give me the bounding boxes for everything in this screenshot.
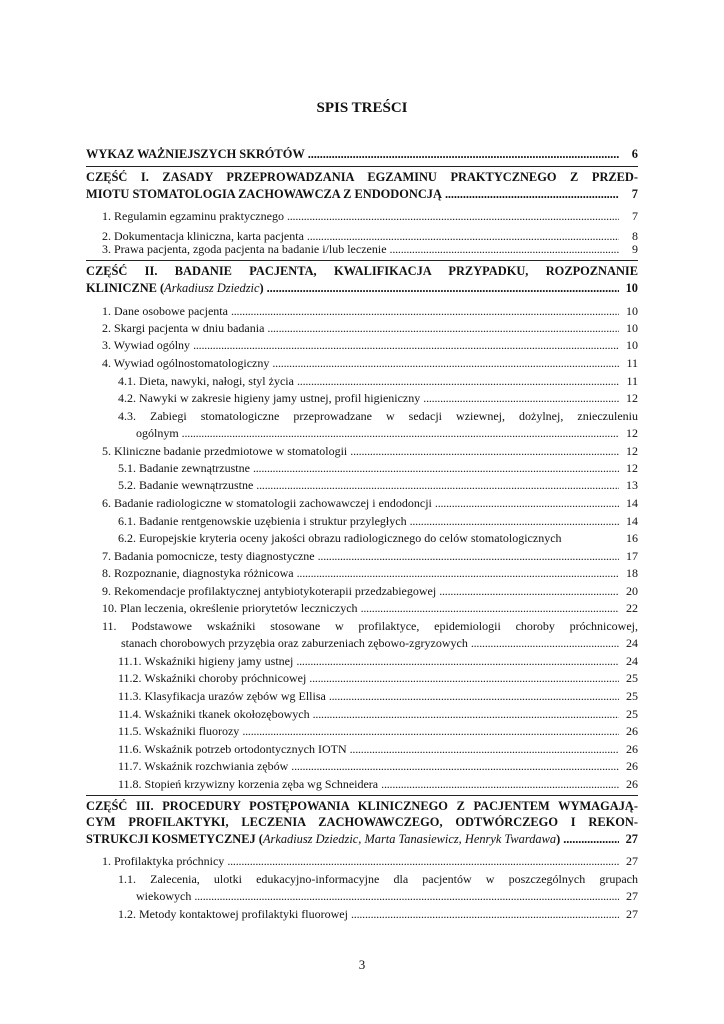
toc-leader — [350, 742, 619, 756]
toc-leader — [267, 281, 619, 295]
toc-page: 14 — [626, 514, 638, 528]
toc-entry-wykaz[interactable] — [86, 147, 638, 161]
toc-leader — [318, 549, 619, 563]
toc-page: 25 — [626, 689, 638, 703]
heading-text: STRUKCJI KOSMETYCZNEJ ( — [86, 832, 263, 846]
toc-leader — [309, 671, 619, 685]
toc-page: 25 — [626, 671, 638, 685]
toc-label: 3. Prawa pacjenta, zgoda pacjenta na badanie i/lub leczenie — [102, 242, 387, 256]
section-heading-cz3[interactable]: CZĘŚĆ III. PROCEDURY POSTĘPOWANIA KLINICZNEGO Z PACJENTEM WYMAGAJĄ- — [86, 799, 638, 813]
toc-page: 16 — [626, 531, 638, 545]
toc-entry-cz1[interactable] — [86, 187, 638, 201]
toc-leader — [313, 707, 619, 721]
toc-label: 4.1. Dieta, nawyki, nałogi, styl życia — [118, 374, 294, 388]
toc-entry[interactable]: 1.1. Zalecenia, ulotki edukacyjno-informacyjne dla pacjentów w poszczególnych grupach — [118, 872, 638, 886]
toc-page: 9 — [632, 242, 638, 256]
toc-page: 12 — [626, 461, 638, 475]
toc-page: 26 — [626, 777, 638, 791]
toc-page: 12 — [626, 391, 638, 405]
toc-entry[interactable] — [102, 601, 638, 615]
toc-entry[interactable] — [102, 304, 638, 318]
toc-entry[interactable] — [118, 707, 638, 721]
author-names: Arkadiusz Dziedzic — [164, 281, 260, 295]
toc-label: stanach chorobowych przyzębia oraz zaburzeniach zębowo-zgryzowych — [121, 636, 468, 650]
toc-entry[interactable] — [118, 777, 638, 791]
toc-leader — [410, 514, 619, 528]
toc-entry-continued[interactable] — [136, 426, 638, 440]
toc-label: 5.2. Badanie wewnątrzustne — [118, 478, 254, 492]
toc-page: 26 — [626, 724, 638, 738]
toc-page: 25 — [626, 707, 638, 721]
toc-page: 18 — [626, 566, 638, 580]
toc-page: 27 — [626, 854, 638, 868]
toc-label: 11.7. Wskaźnik rozchwiania zębów — [118, 759, 289, 773]
toc-label: 9. Rekomendacje profilaktycznej antybiotykoterapii przedzabiegowej — [102, 584, 437, 598]
toc-entry[interactable] — [118, 724, 638, 738]
toc-page: 12 — [626, 426, 638, 440]
toc-entry[interactable] — [118, 742, 638, 756]
toc-entry[interactable] — [102, 854, 638, 868]
toc-leader — [423, 391, 619, 405]
toc-leader — [242, 724, 619, 738]
toc-entry[interactable] — [102, 444, 638, 458]
toc-label: 11.2. Wskaźniki choroby próchnicowej — [118, 671, 307, 685]
toc-page: 6 — [631, 147, 638, 161]
toc-entry[interactable]: 11. Podstawowe wskaźniki stosowane w profilaktyce, epidemiologii choroby próchnicowej, — [102, 619, 638, 633]
toc-label: 6. Badanie radiologiczne w stomatologii zachowawczej i endodoncji — [102, 496, 432, 510]
toc-page: 27 — [626, 889, 638, 903]
toc-label: 4. Wywiad ogólnostomatologiczny — [102, 356, 270, 370]
toc-page: 26 — [626, 759, 638, 773]
toc-entry[interactable] — [102, 229, 638, 243]
toc-leader — [297, 566, 619, 580]
toc-leader — [435, 496, 619, 510]
toc-leader — [350, 444, 619, 458]
toc-entry[interactable] — [102, 549, 638, 563]
toc-entry[interactable] — [118, 671, 638, 685]
toc-leader — [307, 229, 619, 243]
toc-entry[interactable] — [118, 391, 638, 405]
toc-entry[interactable] — [118, 689, 638, 703]
page-number: 3 — [358, 957, 366, 972]
toc-entry-continued[interactable] — [121, 636, 638, 650]
toc-label: 1. Regulamin egzaminu praktycznego — [102, 209, 284, 223]
toc-leader — [439, 584, 619, 598]
toc-label — [86, 832, 560, 846]
toc-page: 20 — [626, 584, 638, 598]
toc-entry-cz3[interactable] — [86, 832, 638, 846]
toc-page: 12 — [626, 444, 638, 458]
toc-page: 7 — [631, 187, 638, 201]
toc-label: 6.2. Europejskie kryteria oceny jakości obrazu radiologicznego do celów stomatologicznych — [118, 531, 562, 545]
section-heading-cz2[interactable]: CZĘŚĆ II. BADANIE PACJENTA, KWALIFIKACJA PRZYPADKU, ROZPOZNANIE — [86, 264, 638, 278]
toc-label: 11.8. Stopień krzywizny korzenia zęba wg Schneidera — [118, 777, 379, 791]
toc-leader — [390, 242, 619, 256]
section-heading-cz1[interactable]: CZĘŚĆ I. ZASADY PRZEPROWADZANIA EGZAMINU PRAKTYCZNEGO Z PRZED- — [86, 170, 638, 184]
toc-entry[interactable] — [102, 338, 638, 352]
toc-entry[interactable] — [102, 209, 638, 223]
toc-label: 1. Dane osobowe pacjenta — [102, 304, 228, 318]
toc-page: 14 — [626, 496, 638, 510]
toc-page: 7 — [632, 209, 638, 223]
toc-page: 27 — [625, 832, 638, 846]
toc-label: 11.4. Wskaźniki tkanek okołozębowych — [118, 707, 310, 721]
heading-text: KLINICZNE ( — [86, 281, 165, 295]
toc-leader — [361, 601, 619, 615]
toc-entry[interactable] — [102, 566, 638, 580]
toc-leader — [193, 338, 619, 352]
toc-label: 11.5. Wskaźniki fluorozy — [118, 724, 240, 738]
toc-leader — [253, 461, 619, 475]
toc-page: 8 — [632, 229, 638, 243]
toc-label: 5.1. Badanie zewnątrzustne — [118, 461, 250, 475]
toc-entry[interactable] — [118, 654, 638, 668]
toc-leader — [351, 907, 619, 921]
toc-label: 11.3. Klasyfikacja urazów zębów wg Ellisa — [118, 689, 326, 703]
heading-text: ) — [259, 281, 264, 295]
toc-leader — [227, 854, 619, 868]
toc-entry[interactable] — [118, 478, 638, 492]
toc-label: 6.1. Badanie rentgenowskie uzębienia i struktur przyległych — [118, 514, 407, 528]
toc-label: wiekowych — [136, 889, 192, 903]
toc-page: 24 — [626, 654, 638, 668]
page-title: SPIS TREŚCI — [316, 100, 408, 116]
toc-page: 11 — [626, 356, 638, 370]
toc-entry[interactable] — [118, 374, 638, 388]
toc-entry[interactable] — [102, 584, 638, 598]
toc-page: 27 — [626, 907, 638, 921]
toc-page: 24 — [626, 636, 638, 650]
toc-entry[interactable] — [102, 242, 638, 256]
author-names: Arkadiusz Dziedzic, Marta Tanasiewicz, Henryk Twardawa — [262, 832, 557, 846]
toc-entry[interactable] — [118, 907, 638, 921]
toc-entry[interactable] — [118, 461, 638, 475]
toc-entry[interactable] — [118, 759, 638, 773]
toc-label: WYKAZ WAŻNIEJSZYCH SKRÓTÓW — [86, 147, 305, 161]
toc-label: 8. Rozpoznanie, diagnostyka różnicowa — [102, 566, 294, 580]
toc-page: 10 — [626, 304, 638, 318]
toc-page: 10 — [625, 281, 638, 295]
toc-label: 4.2. Nawyki w zakresie higieny jamy ustnej, profil higieniczny — [118, 391, 421, 405]
toc-leader — [291, 759, 619, 773]
toc-leader — [471, 636, 619, 650]
toc-page: 10 — [626, 321, 638, 335]
toc-page: 13 — [626, 478, 638, 492]
toc-entry[interactable] — [118, 514, 638, 528]
toc-leader — [381, 777, 619, 791]
toc-leader — [272, 356, 619, 370]
toc-entry[interactable] — [102, 496, 638, 510]
toc-label: 2. Dokumentacja kliniczna, karta pacjenta — [102, 229, 304, 243]
toc-leader — [445, 187, 619, 201]
toc-leader — [296, 654, 619, 668]
toc-entry[interactable] — [102, 321, 638, 335]
toc-label: MIOTU STOMATOLOGIA ZACHOWAWCZA Z ENDODONCJĄ — [86, 187, 442, 201]
toc-entry[interactable] — [102, 356, 638, 370]
toc-leader — [256, 478, 619, 492]
toc-label: 11.6. Wskaźnik potrzeb ortodontycznych IOTN — [118, 742, 347, 756]
toc-leader — [329, 689, 619, 703]
toc-entry-cz2[interactable] — [86, 281, 638, 295]
toc-label: 1. Profilaktyka próchnicy — [102, 854, 225, 868]
heading-text: ) — [556, 832, 561, 846]
toc-leader — [231, 304, 619, 318]
toc-page: 10 — [626, 338, 638, 352]
toc-label: 3. Wywiad ogólny — [102, 338, 191, 352]
toc-leader — [297, 374, 619, 388]
toc-entry[interactable]: 4.3. Zabiegi stomatologiczne przeprowadzane w sedacji wziewnej, dożylnej, znieczuleniu — [118, 409, 638, 423]
toc-leader — [267, 321, 619, 335]
toc-leader — [194, 889, 619, 903]
toc-label: 10. Plan leczenia, określenie priorytetów leczniczych — [102, 601, 358, 615]
toc-leader — [563, 832, 619, 846]
toc-page: 11 — [626, 374, 638, 388]
toc-page: 17 — [626, 549, 638, 563]
toc-label: 2. Skargi pacjenta w dniu badania — [102, 321, 265, 335]
toc-label: 1.2. Metody kontaktowej profilaktyki fluorowej — [118, 907, 348, 921]
toc-page: 22 — [626, 601, 638, 615]
toc-entry[interactable] — [118, 531, 638, 545]
toc-leader — [182, 426, 619, 440]
toc-page: 26 — [626, 742, 638, 756]
toc-label: 11.1. Wskaźniki higieny jamy ustnej — [118, 654, 294, 668]
toc-label: 5. Kliniczne badanie przedmiotowe w stomatologii — [102, 444, 348, 458]
toc-label — [86, 281, 264, 295]
section-heading-cz3-line2[interactable]: CYM PROFILAKTYKI, LECZENIA ZACHOWAWCZEGO, ODTWÓRCZEGO I REKON- — [86, 815, 638, 829]
toc-leader — [308, 147, 619, 161]
toc-entry-continued[interactable] — [136, 889, 638, 903]
toc-label: ogólnym — [136, 426, 179, 440]
toc-label: 7. Badania pomocnicze, testy diagnostyczne — [102, 549, 315, 563]
toc-leader — [287, 209, 619, 223]
